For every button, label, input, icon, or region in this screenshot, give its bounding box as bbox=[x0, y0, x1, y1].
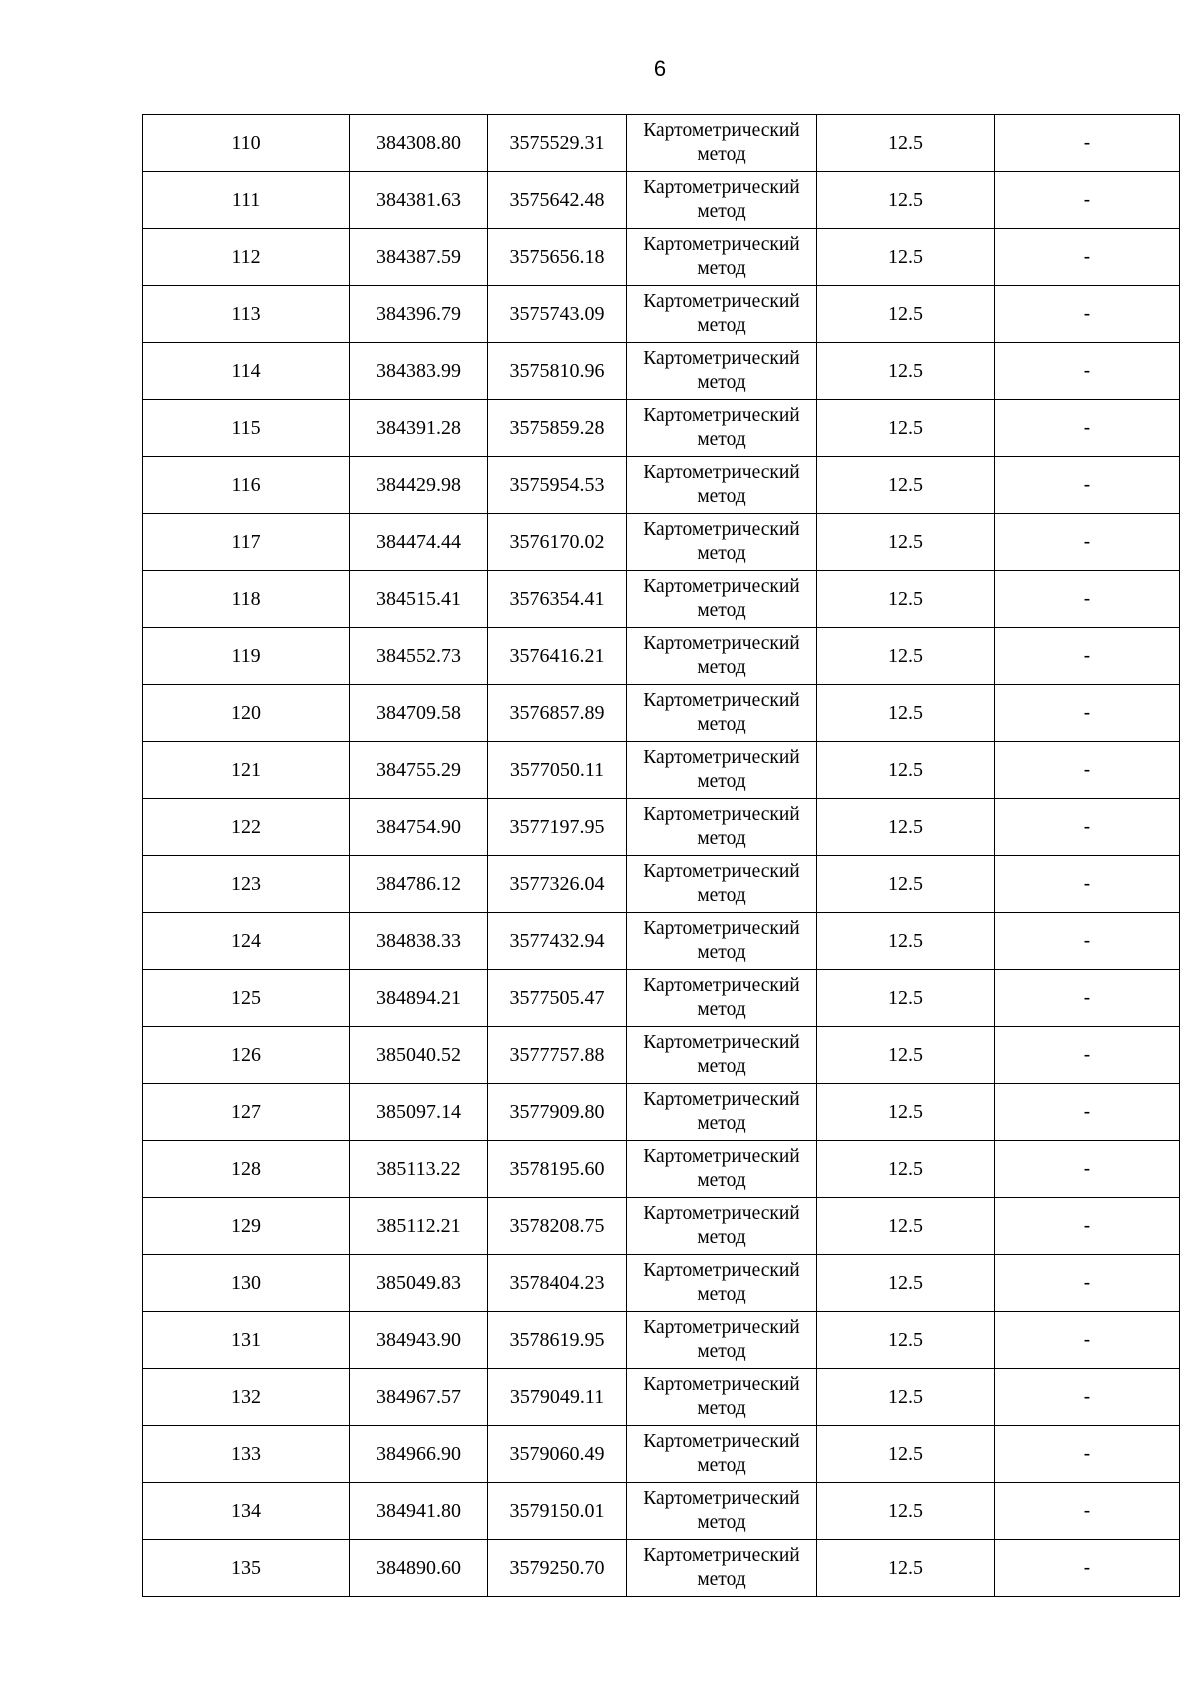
method-cell bbox=[627, 514, 817, 571]
note-cell: - bbox=[995, 799, 1180, 856]
method-line-2: метод bbox=[697, 942, 746, 963]
point-number-cell: 135 bbox=[143, 1540, 350, 1597]
method-cell bbox=[627, 1084, 817, 1141]
precision-cell: 12.5 bbox=[817, 742, 995, 799]
note-cell: - bbox=[995, 286, 1180, 343]
method-cell bbox=[627, 457, 817, 514]
precision-cell: 12.5 bbox=[817, 970, 995, 1027]
precision-cell: 12.5 bbox=[817, 1027, 995, 1084]
method-cell bbox=[627, 1540, 817, 1597]
precision-cell: 12.5 bbox=[817, 799, 995, 856]
x-coordinate-cell: 384890.60 bbox=[350, 1540, 488, 1597]
point-number-cell: 130 bbox=[143, 1255, 350, 1312]
y-coordinate-cell: 3578619.95 bbox=[488, 1312, 627, 1369]
x-coordinate-cell: 385113.22 bbox=[350, 1141, 488, 1198]
method-line-1: Картометрический bbox=[643, 291, 800, 312]
method-cell bbox=[627, 400, 817, 457]
note-cell: - bbox=[995, 628, 1180, 685]
method-line-1: Картометрический bbox=[643, 690, 800, 711]
precision-cell: 12.5 bbox=[817, 571, 995, 628]
precision-cell: 12.5 bbox=[817, 685, 995, 742]
y-coordinate-cell: 3578208.75 bbox=[488, 1198, 627, 1255]
point-number-cell: 117 bbox=[143, 514, 350, 571]
precision-cell: 12.5 bbox=[817, 1198, 995, 1255]
precision-cell: 12.5 bbox=[817, 1255, 995, 1312]
x-coordinate-cell: 384838.33 bbox=[350, 913, 488, 970]
method-cell bbox=[627, 628, 817, 685]
y-coordinate-cell: 3576857.89 bbox=[488, 685, 627, 742]
method-line-1: Картометрический bbox=[643, 462, 800, 483]
note-cell: - bbox=[995, 742, 1180, 799]
table-row bbox=[143, 1312, 1180, 1369]
precision-cell: 12.5 bbox=[817, 286, 995, 343]
method-line-2: метод bbox=[697, 1455, 746, 1476]
method-line-1: Картометрический bbox=[643, 1374, 800, 1395]
method-cell bbox=[627, 856, 817, 913]
method-line-2: метод bbox=[697, 1512, 746, 1533]
method-cell bbox=[627, 1369, 817, 1426]
method-line-1: Картометрический bbox=[643, 348, 800, 369]
method-cell bbox=[627, 742, 817, 799]
method-line-1: Картометрический bbox=[643, 975, 800, 996]
method-cell bbox=[627, 1198, 817, 1255]
method-line-1: Картометрический bbox=[643, 1431, 800, 1452]
y-coordinate-cell: 3575954.53 bbox=[488, 457, 627, 514]
method-cell bbox=[627, 1312, 817, 1369]
method-line-2: метод bbox=[697, 1341, 746, 1362]
coordinates-table-body bbox=[143, 115, 1180, 1597]
point-number-cell: 121 bbox=[143, 742, 350, 799]
y-coordinate-cell: 3579150.01 bbox=[488, 1483, 627, 1540]
precision-cell: 12.5 bbox=[817, 1483, 995, 1540]
y-coordinate-cell: 3579049.11 bbox=[488, 1369, 627, 1426]
method-line-1: Картометрический bbox=[643, 1488, 800, 1509]
x-coordinate-cell: 384967.57 bbox=[350, 1369, 488, 1426]
precision-cell: 12.5 bbox=[817, 1369, 995, 1426]
method-line-2: метод bbox=[697, 1227, 746, 1248]
note-cell: - bbox=[995, 343, 1180, 400]
method-cell bbox=[627, 1426, 817, 1483]
method-line-2: метод bbox=[697, 258, 746, 279]
precision-cell: 12.5 bbox=[817, 229, 995, 286]
y-coordinate-cell: 3576170.02 bbox=[488, 514, 627, 571]
method-cell bbox=[627, 286, 817, 343]
x-coordinate-cell: 384515.41 bbox=[350, 571, 488, 628]
y-coordinate-cell: 3577197.95 bbox=[488, 799, 627, 856]
x-coordinate-cell: 384381.63 bbox=[350, 172, 488, 229]
table-row bbox=[143, 286, 1180, 343]
method-line-2: метод bbox=[697, 1056, 746, 1077]
table-row bbox=[143, 1255, 1180, 1312]
point-number-cell: 112 bbox=[143, 229, 350, 286]
method-line-1: Картометрический bbox=[643, 918, 800, 939]
table-row bbox=[143, 172, 1180, 229]
method-line-1: Картометрический bbox=[643, 519, 800, 540]
point-number-cell: 110 bbox=[143, 115, 350, 172]
y-coordinate-cell: 3575642.48 bbox=[488, 172, 627, 229]
precision-cell: 12.5 bbox=[817, 1312, 995, 1369]
table-row bbox=[143, 1483, 1180, 1540]
precision-cell: 12.5 bbox=[817, 913, 995, 970]
point-number-cell: 132 bbox=[143, 1369, 350, 1426]
method-line-1: Картометрический bbox=[643, 1545, 800, 1566]
method-line-1: Картометрический bbox=[643, 804, 800, 825]
method-line-2: метод bbox=[697, 657, 746, 678]
table-row bbox=[143, 1198, 1180, 1255]
x-coordinate-cell: 384786.12 bbox=[350, 856, 488, 913]
note-cell: - bbox=[995, 1255, 1180, 1312]
method-line-1: Картометрический bbox=[643, 1089, 800, 1110]
page-number: 6 bbox=[653, 56, 667, 81]
point-number-cell: 134 bbox=[143, 1483, 350, 1540]
method-cell bbox=[627, 229, 817, 286]
x-coordinate-cell: 384308.80 bbox=[350, 115, 488, 172]
point-number-cell: 129 bbox=[143, 1198, 350, 1255]
method-line-2: метод bbox=[697, 1113, 746, 1134]
method-line-1: Картометрический bbox=[643, 405, 800, 426]
method-cell bbox=[627, 1483, 817, 1540]
x-coordinate-cell: 385040.52 bbox=[350, 1027, 488, 1084]
point-number-cell: 123 bbox=[143, 856, 350, 913]
x-coordinate-cell: 385097.14 bbox=[350, 1084, 488, 1141]
precision-cell: 12.5 bbox=[817, 1141, 995, 1198]
y-coordinate-cell: 3577505.47 bbox=[488, 970, 627, 1027]
point-number-cell: 133 bbox=[143, 1426, 350, 1483]
note-cell: - bbox=[995, 457, 1180, 514]
note-cell: - bbox=[995, 115, 1180, 172]
method-line-1: Картометрический bbox=[643, 576, 800, 597]
note-cell: - bbox=[995, 1141, 1180, 1198]
y-coordinate-cell: 3579250.70 bbox=[488, 1540, 627, 1597]
method-line-1: Картометрический bbox=[643, 1260, 800, 1281]
table-row bbox=[143, 1084, 1180, 1141]
x-coordinate-cell: 384966.90 bbox=[350, 1426, 488, 1483]
note-cell: - bbox=[995, 1369, 1180, 1426]
note-cell: - bbox=[995, 1198, 1180, 1255]
method-cell bbox=[627, 799, 817, 856]
method-line-2: метод bbox=[697, 543, 746, 564]
note-cell: - bbox=[995, 970, 1180, 1027]
table-row bbox=[143, 514, 1180, 571]
y-coordinate-cell: 3576416.21 bbox=[488, 628, 627, 685]
method-line-1: Картометрический bbox=[643, 1146, 800, 1167]
method-line-2: метод bbox=[697, 1569, 746, 1590]
method-line-1: Картометрический bbox=[643, 747, 800, 768]
point-number-cell: 122 bbox=[143, 799, 350, 856]
table-row bbox=[143, 1540, 1180, 1597]
point-number-cell: 125 bbox=[143, 970, 350, 1027]
x-coordinate-cell: 384941.80 bbox=[350, 1483, 488, 1540]
method-line-1: Картометрический bbox=[643, 1317, 800, 1338]
x-coordinate-cell: 384387.59 bbox=[350, 229, 488, 286]
y-coordinate-cell: 3575656.18 bbox=[488, 229, 627, 286]
note-cell: - bbox=[995, 514, 1180, 571]
note-cell: - bbox=[995, 172, 1180, 229]
precision-cell: 12.5 bbox=[817, 172, 995, 229]
method-line-1: Картометрический bbox=[643, 120, 800, 141]
method-line-2: метод bbox=[697, 1170, 746, 1191]
x-coordinate-cell: 384396.79 bbox=[350, 286, 488, 343]
table-row bbox=[143, 628, 1180, 685]
point-number-cell: 124 bbox=[143, 913, 350, 970]
method-line-1: Картометрический bbox=[643, 1032, 800, 1053]
precision-cell: 12.5 bbox=[817, 343, 995, 400]
precision-cell: 12.5 bbox=[817, 1540, 995, 1597]
point-number-cell: 127 bbox=[143, 1084, 350, 1141]
point-number-cell: 116 bbox=[143, 457, 350, 514]
x-coordinate-cell: 384943.90 bbox=[350, 1312, 488, 1369]
method-cell bbox=[627, 1027, 817, 1084]
table-row bbox=[143, 229, 1180, 286]
point-number-cell: 119 bbox=[143, 628, 350, 685]
y-coordinate-cell: 3577757.88 bbox=[488, 1027, 627, 1084]
point-number-cell: 115 bbox=[143, 400, 350, 457]
method-line-2: метод bbox=[697, 144, 746, 165]
note-cell: - bbox=[995, 1483, 1180, 1540]
method-line-2: метод bbox=[697, 372, 746, 393]
y-coordinate-cell: 3579060.49 bbox=[488, 1426, 627, 1483]
y-coordinate-cell: 3578195.60 bbox=[488, 1141, 627, 1198]
note-cell: - bbox=[995, 1084, 1180, 1141]
point-number-cell: 111 bbox=[143, 172, 350, 229]
point-number-cell: 118 bbox=[143, 571, 350, 628]
y-coordinate-cell: 3577326.04 bbox=[488, 856, 627, 913]
precision-cell: 12.5 bbox=[817, 628, 995, 685]
table-row bbox=[143, 457, 1180, 514]
table-row bbox=[143, 343, 1180, 400]
note-cell: - bbox=[995, 1540, 1180, 1597]
table-row bbox=[143, 856, 1180, 913]
method-cell bbox=[627, 970, 817, 1027]
method-cell bbox=[627, 571, 817, 628]
x-coordinate-cell: 384754.90 bbox=[350, 799, 488, 856]
x-coordinate-cell: 384391.28 bbox=[350, 400, 488, 457]
method-cell bbox=[627, 685, 817, 742]
precision-cell: 12.5 bbox=[817, 514, 995, 571]
table-row bbox=[143, 685, 1180, 742]
precision-cell: 12.5 bbox=[817, 1084, 995, 1141]
y-coordinate-cell: 3575743.09 bbox=[488, 286, 627, 343]
point-number-cell: 113 bbox=[143, 286, 350, 343]
point-number-cell: 131 bbox=[143, 1312, 350, 1369]
table-row bbox=[143, 1426, 1180, 1483]
precision-cell: 12.5 bbox=[817, 856, 995, 913]
method-cell bbox=[627, 913, 817, 970]
note-cell: - bbox=[995, 685, 1180, 742]
table-row bbox=[143, 1027, 1180, 1084]
note-cell: - bbox=[995, 1426, 1180, 1483]
y-coordinate-cell: 3576354.41 bbox=[488, 571, 627, 628]
method-line-2: метод bbox=[697, 885, 746, 906]
x-coordinate-cell: 384383.99 bbox=[350, 343, 488, 400]
point-number-cell: 114 bbox=[143, 343, 350, 400]
note-cell: - bbox=[995, 1027, 1180, 1084]
note-cell: - bbox=[995, 913, 1180, 970]
method-cell bbox=[627, 1255, 817, 1312]
method-line-2: метод bbox=[697, 315, 746, 336]
table-row bbox=[143, 913, 1180, 970]
x-coordinate-cell: 384709.58 bbox=[350, 685, 488, 742]
table-row bbox=[143, 742, 1180, 799]
note-cell: - bbox=[995, 1312, 1180, 1369]
method-line-2: метод bbox=[697, 486, 746, 507]
x-coordinate-cell: 385112.21 bbox=[350, 1198, 488, 1255]
table-row bbox=[143, 571, 1180, 628]
coordinates-table bbox=[142, 114, 1180, 1597]
y-coordinate-cell: 3575810.96 bbox=[488, 343, 627, 400]
method-line-1: Картометрический bbox=[643, 177, 800, 198]
y-coordinate-cell: 3577050.11 bbox=[488, 742, 627, 799]
note-cell: - bbox=[995, 400, 1180, 457]
point-number-cell: 120 bbox=[143, 685, 350, 742]
method-line-2: метод bbox=[697, 771, 746, 792]
table-row bbox=[143, 1141, 1180, 1198]
x-coordinate-cell: 385049.83 bbox=[350, 1255, 488, 1312]
precision-cell: 12.5 bbox=[817, 400, 995, 457]
y-coordinate-cell: 3575859.28 bbox=[488, 400, 627, 457]
x-coordinate-cell: 384552.73 bbox=[350, 628, 488, 685]
x-coordinate-cell: 384474.44 bbox=[350, 514, 488, 571]
method-line-2: метод bbox=[697, 201, 746, 222]
method-line-2: метод bbox=[697, 999, 746, 1020]
method-line-2: метод bbox=[697, 1398, 746, 1419]
note-cell: - bbox=[995, 856, 1180, 913]
method-line-1: Картометрический bbox=[643, 861, 800, 882]
method-line-2: метод bbox=[697, 1284, 746, 1305]
precision-cell: 12.5 bbox=[817, 1426, 995, 1483]
point-number-cell: 128 bbox=[143, 1141, 350, 1198]
method-cell bbox=[627, 115, 817, 172]
precision-cell: 12.5 bbox=[817, 457, 995, 514]
table-row bbox=[143, 799, 1180, 856]
y-coordinate-cell: 3577432.94 bbox=[488, 913, 627, 970]
table-row bbox=[143, 1369, 1180, 1426]
method-line-2: метод bbox=[697, 600, 746, 621]
method-line-1: Картометрический bbox=[643, 234, 800, 255]
method-cell bbox=[627, 343, 817, 400]
method-line-1: Картометрический bbox=[643, 633, 800, 654]
method-line-2: метод bbox=[697, 429, 746, 450]
method-line-2: метод bbox=[697, 714, 746, 735]
y-coordinate-cell: 3575529.31 bbox=[488, 115, 627, 172]
note-cell: - bbox=[995, 229, 1180, 286]
x-coordinate-cell: 384429.98 bbox=[350, 457, 488, 514]
table-row bbox=[143, 115, 1180, 172]
x-coordinate-cell: 384894.21 bbox=[350, 970, 488, 1027]
x-coordinate-cell: 384755.29 bbox=[350, 742, 488, 799]
y-coordinate-cell: 3577909.80 bbox=[488, 1084, 627, 1141]
method-cell bbox=[627, 1141, 817, 1198]
method-line-2: метод bbox=[697, 828, 746, 849]
table-row bbox=[143, 400, 1180, 457]
y-coordinate-cell: 3578404.23 bbox=[488, 1255, 627, 1312]
precision-cell: 12.5 bbox=[817, 115, 995, 172]
table-row bbox=[143, 970, 1180, 1027]
method-cell bbox=[627, 172, 817, 229]
point-number-cell: 126 bbox=[143, 1027, 350, 1084]
method-line-1: Картометрический bbox=[643, 1203, 800, 1224]
note-cell: - bbox=[995, 571, 1180, 628]
